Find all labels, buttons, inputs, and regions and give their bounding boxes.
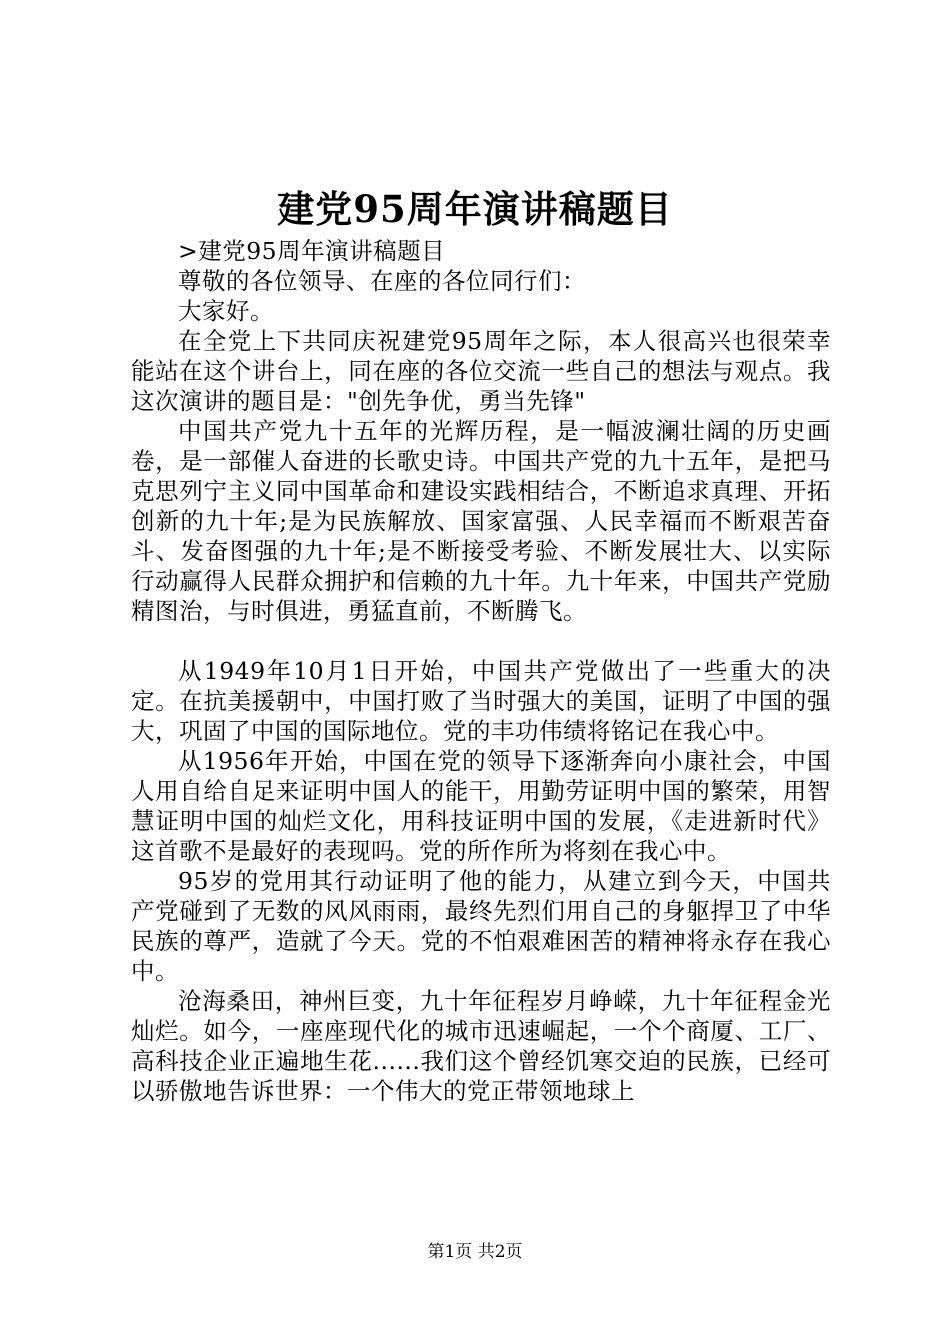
page-footer: 第1页 共2页 — [427, 1242, 523, 1262]
paragraph-1949: 从1949年10月1日开始，中国共产党做出了一些重大的决定。在抗美援朝中，中国打败了当时强大的美国，证明了中国的强大，巩固了中国的国际地位。党的丰功伟绩将铭记在我心中。 — [131, 657, 831, 745]
document-title: 建党95周年演讲稿题目 — [277, 187, 673, 231]
paragraph-1956: 从1956年开始，中国在党的领导下逐渐奔向小康社会，中国人用自给自足来证明中国人的能干，用勤劳证明中国的繁荣，用智慧证明中国的灿烂文化，用科技证明中国的发展，《走进新时代》这首歌不是最好的表现吗。党的所作所为将刻在我心中。 — [131, 747, 831, 865]
paragraph-changes: 沧海桑田，神州巨变，九十年征程岁月峥嵘，九十年征程金光灿烂。如今，一座座现代化的城市迅速崛起，一个个商厦、工厂、高科技企业正遍地生花......我们这个曾经饥寒交迫的民族，已经可以骄傲地告诉世界：一个伟大的党正带领地球上 — [131, 987, 831, 1105]
document-body — [131, 236, 831, 1106]
paragraph-intro: 在全党上下共同庆祝建党95周年之际，本人很高兴也很荣幸能站在这个讲台上，同在座的各位交流一些自己的想法与观点。我这次演讲的题目是："创先争优，勇当先锋" — [131, 327, 831, 415]
paragraph-salutation: 尊敬的各位领导、在座的各位同行们： — [178, 267, 586, 295]
paragraph-greeting: 大家好。 — [178, 297, 274, 325]
paragraph-heading-line: >建党95周年演讲稿题目 — [178, 237, 446, 265]
paragraph-history: 中国共产党九十五年的光辉历程，是一幅波澜壮阔的历史画卷，是一部催人奋进的长歌史诗。中国共产党的九十五年，是把马克思列宁主义同中国革命和建设实践相结合，不断追求真理、开拓创新的九十年;是为民族解放、国家富强、人民幸福而不断艰苦奋斗、发奋图强的九十年;是不断接受考验、不断发展壮大、以实际行动赢得人民群众拥护和信赖的九十年。九十年来，中国共产党励精图治，与时俱进，勇猛直前，不断腾飞。 — [131, 417, 831, 625]
paragraph-95-years: 95岁的党用其行动证明了他的能力，从建立到今天，中国共产党碰到了无数的风风雨雨，最终先烈们用自己的身躯捍卫了中华民族的尊严，造就了今天。党的不怕艰难困苦的精神将永存在我心中。 — [131, 867, 831, 985]
